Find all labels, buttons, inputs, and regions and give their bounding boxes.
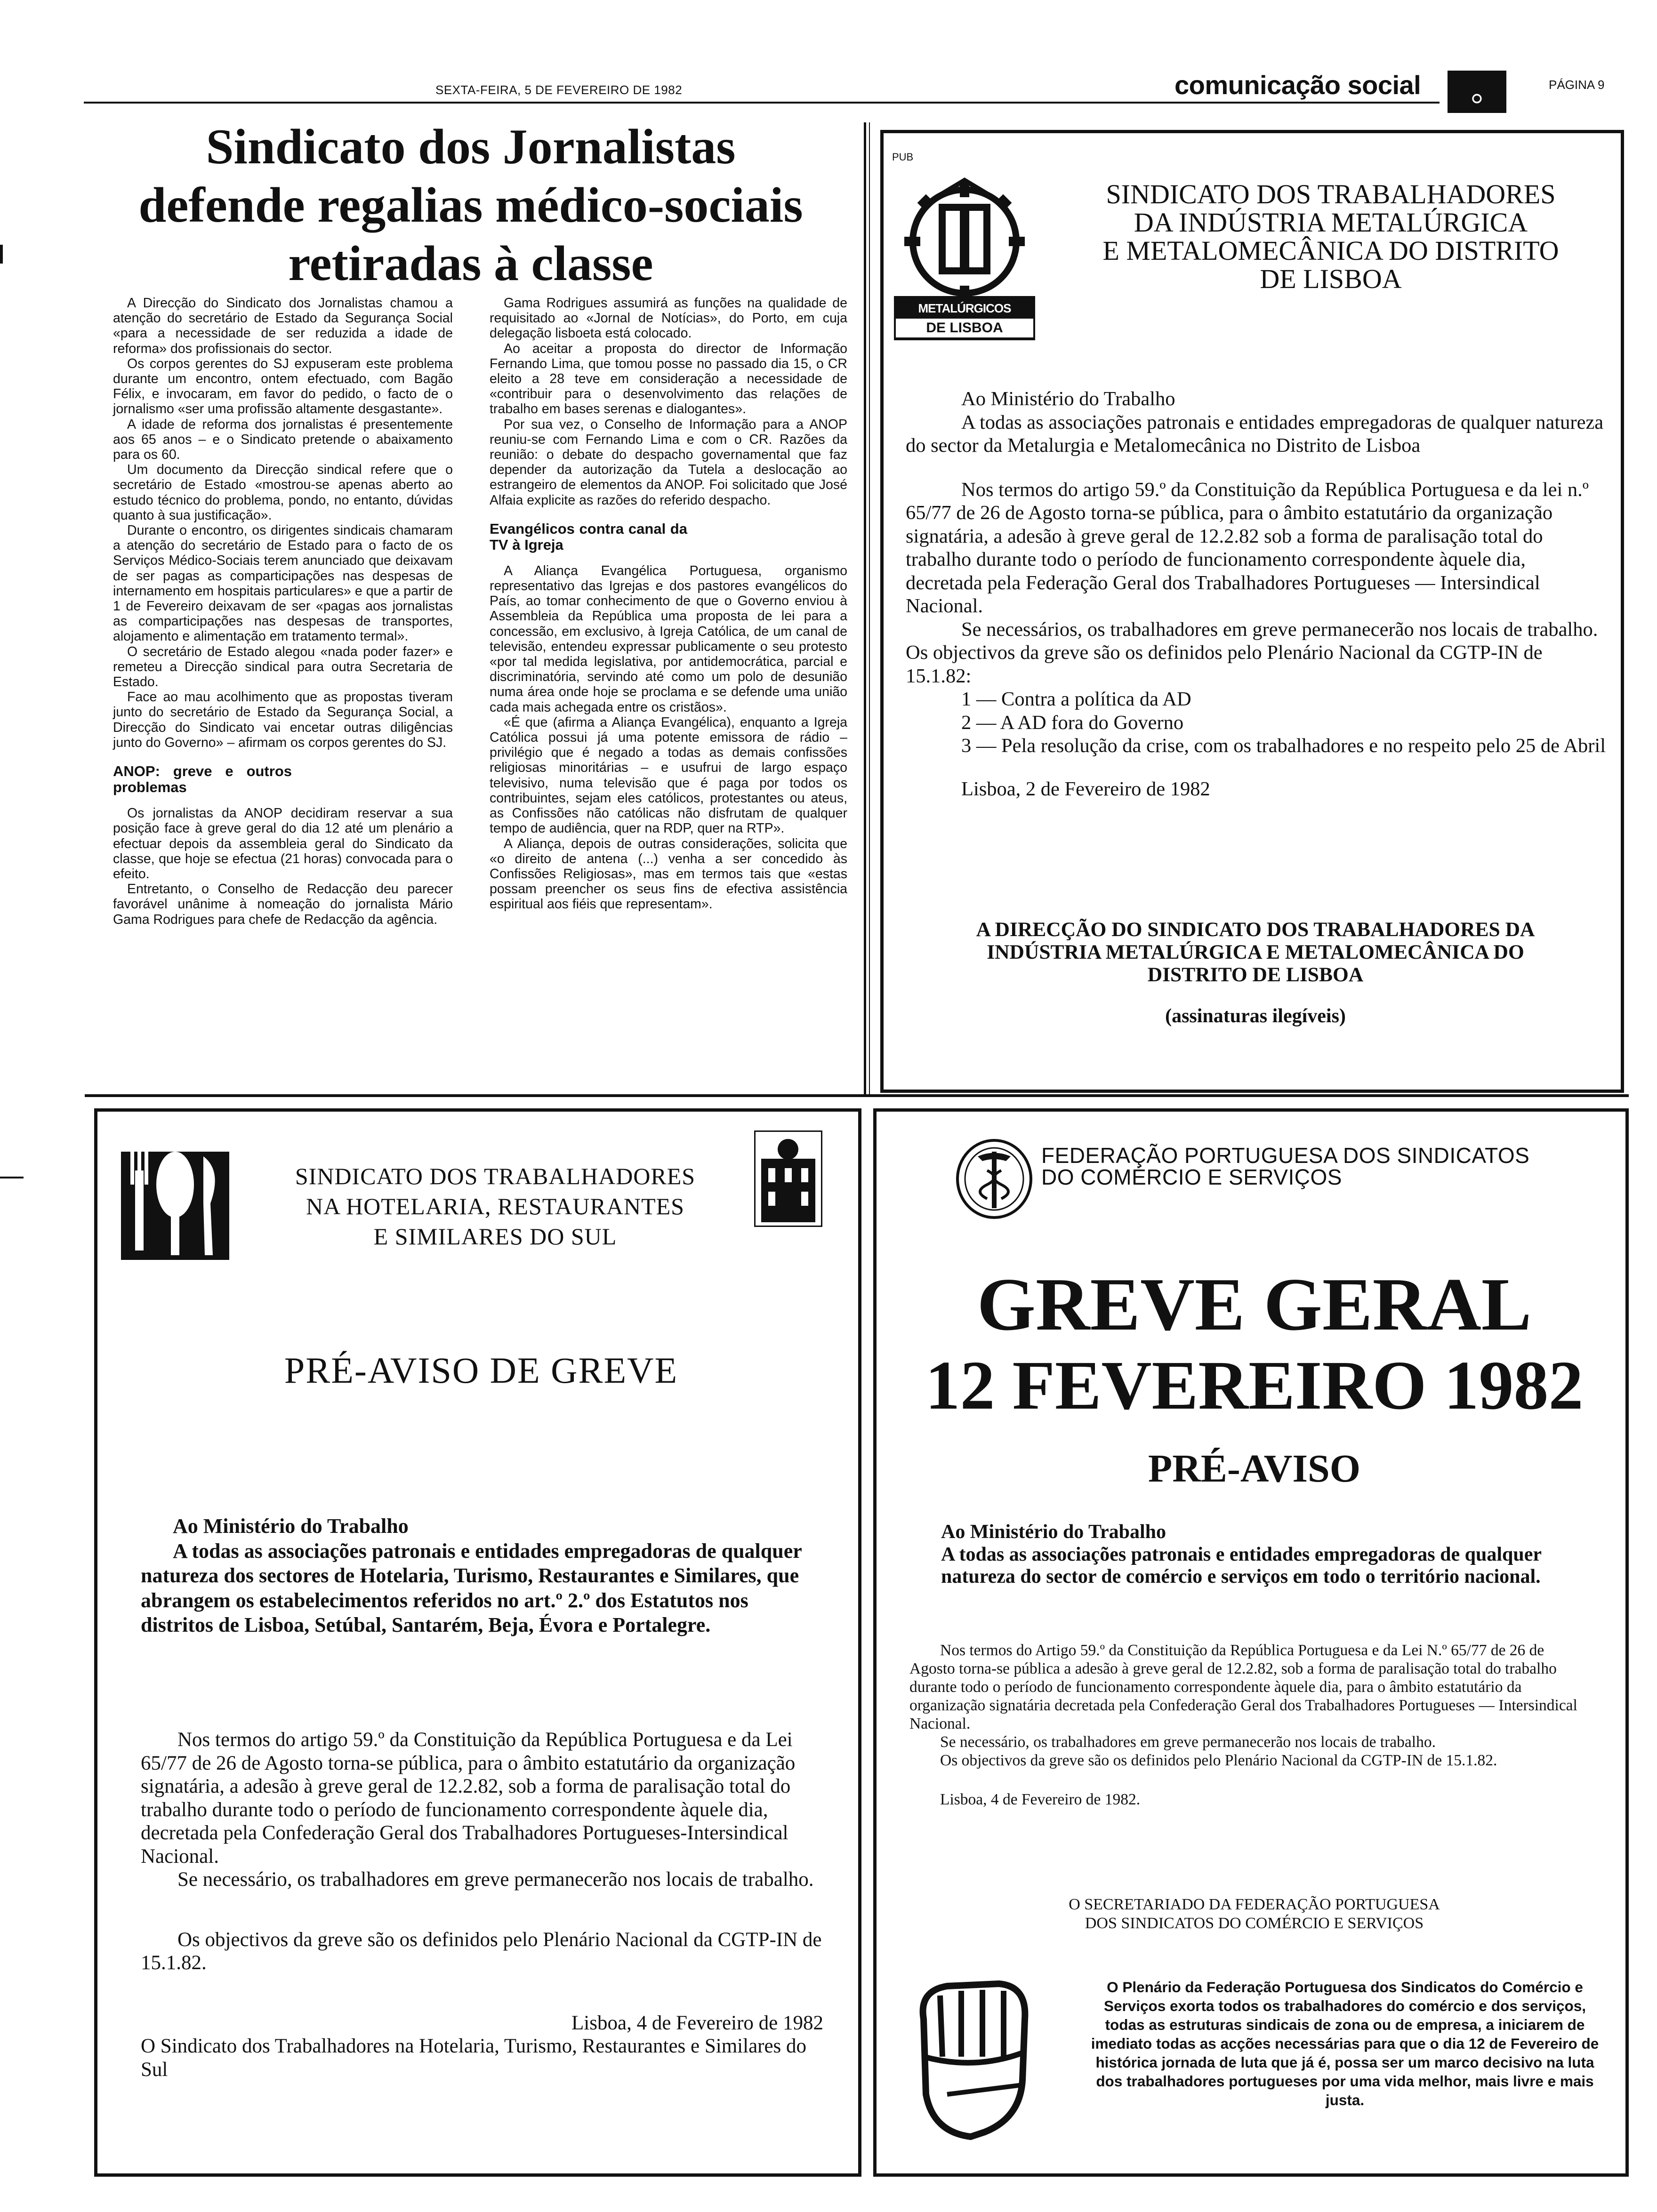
addressee-2: A todas as associações patronais e entidades empregadoras de qualquer natureza do sector da Metalurgia e Metalomecânica no Distrito de Lisboa (906, 411, 1604, 457)
ad-metal-paragraph-1: Nos termos do artigo 59.º da Constituição da República Portuguesa e da lei n.º 65/77 de 26 de Agosto torna-se pública, para o âmbito estatutário da organização signatária, a adesão à greve geral de 12.2.82 sob a forma de paralisação total do trabalho durante todo o período de funcionamento correspondente àquele dia, decretada pela Federação Geral dos Trabalhadores Portugueses — Intersindical Nacional. (906, 478, 1589, 617)
article-column-2 (490, 296, 847, 912)
article-title-line-3: retiradas à classe (288, 236, 653, 291)
objectives-item: 3 — Pela resolução da crise, com os trabalhadores e no respeito pelo 25 de Abril (961, 735, 1606, 757)
article-paragraph: Os jornalistas da ANOP decidiram reservar a sua posição face à greve geral do dia 12 até um plenário a efectuar depois da assembleia geral do Sindicato da classe, que hoje se efectua (21 horas) convocada para o efeito. (113, 806, 453, 882)
page-label: PÁGINA 9 (1549, 78, 1605, 92)
article-paragraph: Ao aceitar a proposta do director de Informação Fernando Lima, que tomou posse no passado dia 15, o CR eleito a 28 teve em consideração a necessidade de «contribuir para o desenvolvimento das relações de trabalho em bases serenas e dialogantes». (490, 341, 847, 417)
headline-greve-geral: GREVE GERAL (977, 1262, 1532, 1346)
margin-mark-2 (0, 245, 3, 264)
margin-mark (0, 1177, 24, 1178)
article-paragraph: Os corpos gerentes do SJ expuseram este problema durante um encontro, ontem efectuado, com Bagão Félix, e invocaram, em favor do pedido, o facto de o jornalismo «ser uma profissão altamente desgastante». (113, 356, 453, 417)
section-title: comunicação social (1174, 70, 1421, 100)
subheading-evangelicos: Evangélicos contra canal da TV à Igreja (490, 520, 687, 553)
ad-hotelaria (94, 1108, 861, 2177)
ad-metal-title-line: DA INDÚSTRIA METALÚRGICA (1134, 207, 1528, 238)
ad-hotel-paragraph-2: Se necessário, os trabalhadores em greve permanecerão nos locais de trabalho. (177, 1868, 814, 1891)
ad-comercio-paragraph-1: Nos termos do Artigo 59.º da Constituição da República Portuguesa e da Lei N.º 65/77 de 26 de Agosto torna-se pública a adesão à greve geral de 12.2.82, sob a forma de paralisação total do trabalho durante todo o período de funcionamento correspondente àquele dia, para o âmbito estatutário da organização signatária decretada pela Confederação Geral dos Trabalhadores Portugueses — Intersindical Nacional. (909, 1642, 1577, 1732)
signature-line: DISTRITO DE LISBOA (1147, 963, 1364, 986)
appeal-text: O Plenário da Federação Portuguesa dos Sindicatos do Comércio e Serviços exorta todos os trabalhadores do comércio e dos serviços, todas as estruturas sindicais de zona ou de empresa, a iniciarem de imediato todas as acções necessárias para que o dia 12 de Fevereiro de histórica jornada de luta que já é, possa ser um marco decisivo na luta dos trabalhadores portugueses por uma vida melhor, mais livre e mais justa. (1091, 1979, 1599, 2108)
hotelaria-logo (116, 1142, 234, 1265)
addressee: Ao Ministério do Trabalho (961, 388, 1175, 410)
ad-comercio-body (909, 1641, 1592, 1809)
ad-metal-title-line: DE LISBOA (1260, 264, 1402, 294)
raised-fist-icon (905, 1963, 1046, 2151)
column-divider-2 (869, 122, 870, 1097)
article-paragraph: «É que (afirma a Aliança Evangélica), enquanto a Igreja Católica possui já uma potente emissora de rádio – privilégio que é negado a todas as demais confissões religiosas minoritárias – e usufrui de largo espaço televisivo, numa televisão que é paga por todos os contribuintes, sejam eles católicos, protestantes ou ateus, as Confissões não católicas não disfrutam de qualquer tempo de audiência, quer na RDP, quer na RTP». (490, 714, 847, 836)
gear-factory-icon (894, 176, 1035, 298)
ad-metal-signature (902, 918, 1609, 1027)
headline-date: 12 FEVEREIRO 1982 (925, 1347, 1584, 1424)
logo-text-1: METALÚRGICOS (918, 301, 1011, 315)
ad-metalurgicos (880, 130, 1624, 1093)
ad-hotel-title (239, 1161, 752, 1251)
signature-line: A DIRECÇÃO DO SINDICATO DOS TRABALHADORES DA (976, 918, 1535, 941)
logo-band (894, 296, 1035, 340)
ad-hotel-date: Lisboa, 4 de Fevereiro de 1982 (571, 2012, 823, 2034)
signatures-illegible: (assinaturas ilegíveis) (1165, 1005, 1346, 1027)
addressee-2: A todas as associações patronais e entidades empregadoras de qualquer natureza do sector de comércio e serviços em todo o território nacional. (941, 1543, 1542, 1587)
signature-line: INDÚSTRIA METALÚRGICA E METALOMECÂNICA DO (987, 941, 1524, 963)
logo-text-2: DE LISBOA (896, 319, 1033, 337)
ad-comercio-heading: PRÉ-AVISO (1148, 1447, 1361, 1491)
article-title-line-1: Sindicato dos Jornalistas (206, 119, 736, 174)
ad-comercio-paragraph-3: Os objectivos da greve são os definidos pelo Plenário Nacional da CGTP-IN de 15.1.82. (940, 1752, 1497, 1769)
ad-hotel-title-line: NA HOTELARIA, RESTAURANTES (306, 1193, 684, 1219)
pub-label: PUB (892, 151, 914, 163)
article-paragraph: Por sua vez, o Conselho de Informação para a ANOP reuniu-se com Fernando Lima e com o CR. Razões da reunião: o debate do despacho governamental que faz depender da autorização da Tutela a deslocação ao estrangeiro de elementos da ANOP. Foi solicitado que José Alfaia explicite as razões do referido despacho. (490, 417, 847, 508)
ad-hotel-title-line: SINDICATO DOS TRABALHADORES (295, 1163, 696, 1189)
article-paragraph: A Aliança, depois de outras considerações, solicita que «o direito de antena (...) venha a ser concedido às Confissões Religiosas», mas em termos tais que «estas possam preencher os seus fins de efectiva assistência espiritual aos fiéis que representam». (490, 836, 847, 912)
building-icon (754, 1130, 822, 1227)
ad-metal-body (906, 387, 1607, 801)
org-line: DO COMÉRCIO E SERVIÇOS (1041, 1165, 1342, 1189)
ad-comercio-addressees (941, 1521, 1595, 1588)
fist-illustration (905, 1963, 1046, 2151)
cutlery-icon (116, 1142, 234, 1265)
hotelaria-emblem (754, 1130, 822, 1227)
article-paragraph: O secretário de Estado alegou «nada poder fazer» e remeteu a Direcção sindical para outra Secretaria de Estado. (113, 644, 453, 690)
ad-hotel-paragraph-1: Nos termos do artigo 59.º da Constituição da República Portuguesa e da Lei 65/77 de 26 de Agosto torna-se pública, para o âmbito estatutário da organização signatária, a adesão à greve geral de 12.2.82, sob a forma de paralisação total do trabalho durante todo o período de funcionamento correspondente àquele dia, decretada pela Confederação Geral dos Trabalhadores Portugueses-Intersindical Nacional. (141, 1729, 796, 1867)
section-divider (85, 1094, 1629, 1097)
ad-metal-date: Lisboa, 2 de Fevereiro de 1982 (961, 777, 1210, 800)
article-paragraph: A idade de reforma dos jornalistas é presentemente aos 65 anos – e o Sindicato pretende o abaixamento para os 60. (113, 417, 453, 463)
ad-comercio-paragraph-2: Se necessário, os trabalhadores em greve permanecerão nos locais de trabalho. (940, 1733, 1436, 1751)
article-paragraph: Entretanto, o Conselho de Redacção deu parecer favorável unânime à nomeação do jornalista Mário Gama Rodrigues para chefe de Redacção da agência. (113, 882, 453, 927)
ad-metal-paragraph-2: Se necessários, os trabalhadores em greve permanecerão nos locais de trabalho. Os objectivos da greve são os definidos pelo Plenário Nacional da CGTP-IN de 15.1.82: (906, 618, 1598, 687)
ad-comercio-signature (877, 1895, 1632, 1933)
ad-hotel-paragraph-3: Os objectivos da greve são os definidos pelo Plenário Nacional da CGTP-IN de 15.1.82. (141, 1928, 822, 1974)
comercio-logo (954, 1138, 1034, 1220)
objectives-item: 1 — Contra a política da AD (961, 688, 1191, 710)
ad-hotel-heading: PRÉ-AVISO DE GREVE (284, 1350, 678, 1391)
signature-line: O SECRETARIADO DA FEDERAÇÃO PORTUGUESA (1069, 1896, 1440, 1913)
article-column-1 (113, 296, 453, 927)
objectives-item: 2 — A AD fora do Governo (961, 711, 1184, 734)
ad-comercio-date: Lisboa, 4 de Fevereiro de 1982. (940, 1791, 1141, 1808)
article-paragraph: A Direcção do Sindicato dos Jornalistas chamou a atenção do secretário de Estado da Segurança Social «para a necessidade de ser reduzida a idade de reforma» dos profissionais do sector. (113, 296, 453, 356)
subheading-anop: ANOP: greve e outros problemas (113, 763, 292, 796)
article-paragraph: A Aliança Evangélica Portuguesa, organismo representativo das Igrejas e dos pastores evangélicos do País, ao tomar conhecimento de que o Governo enviou à Assembleia da República uma proposta de lei para a concessão, em exclusivo, à Igreja Católica, de um canal de televisão, entendeu expressar publicamente o seu protesto «por tal medida legislativa, por antidemocrática, parcial e discriminatória, servindo até como um polo de desunião numa área onde hoje se proclama e se defende uma união cada mais achegada entre os cristãos». (490, 563, 847, 715)
ad-comercio-org (1041, 1145, 1606, 1188)
addressee: Ao Ministério do Trabalho (941, 1521, 1166, 1543)
page-number-mark-icon: ߋ (1471, 85, 1483, 108)
signature-line: DOS SINDICATOS DO COMÉRCIO E SERVIÇOS (1085, 1915, 1424, 1932)
ad-hotel-body (141, 1728, 823, 2081)
ad-hotel-addressees (141, 1514, 823, 1638)
caduceus-icon (954, 1138, 1034, 1220)
header-rule (84, 102, 1440, 104)
page-number-tab (1448, 71, 1506, 113)
ad-comercio (873, 1108, 1629, 2177)
ad-hotel-signature: O Sindicato dos Trabalhadores na Hotelaria, Turismo, Restaurantes e Similares do Sul (141, 2035, 807, 2081)
ad-metal-title (1044, 180, 1618, 293)
article-paragraph: Face ao mau acolhimento que as propostas tiveram junto do secretário de Estado da Segurança Social, a Direcção do Sindicato vai encetar outras diligências junto do Governo» – afirmam os corpos gerentes do SJ. (113, 689, 453, 750)
article-title-line-2: defende regalias médico-sociais (138, 177, 803, 232)
header-date: SEXTA-FEIRA, 5 DE FEVEREIRO DE 1982 (435, 83, 683, 97)
metalurgicos-logo (894, 176, 1035, 340)
article-title (85, 118, 857, 293)
article-paragraph: Gama Rodrigues assumirá as funções na qualidade de requisitado ao «Jornal de Notícias», do Porto, em cuja delegação lisboeta está colocado. (490, 296, 847, 341)
column-divider (864, 122, 866, 1097)
addressee-2: A todas as associações patronais e entidades empregadoras de qualquer natureza dos sectores de Hotelaria, Turismo, Restaurantes e Similares, que abrangem os estabelecimentos referidos no art.º 2.º dos Estatutos nos distritos de Lisboa, Setúbal, Santarém, Beja, Évora e Portalegre. (141, 1539, 802, 1636)
ad-metal-title-line: SINDICATO DOS TRABALHADORES (1106, 179, 1556, 209)
addressee: Ao Ministério do Trabalho (173, 1515, 409, 1538)
article-paragraph: Um documento da Direcção sindical refere que o secretário de Estado «mostrou-se apenas aberto ao estudo técnico do problema, pondo, no entanto, dúvidas quanto à sua justificação». (113, 462, 453, 523)
ad-metal-title-line: E METALOMECÂNICA DO DISTRITO (1102, 235, 1559, 266)
org-line: FEDERAÇÃO PORTUGUESA DOS SINDICATOS (1041, 1143, 1530, 1168)
article-paragraph: Durante o encontro, os dirigentes sindicais chamaram a atenção do secretário de Estado para o facto de os Serviços Médico-Sociais terem anunciado que deixavam de ser pagas as comparticipações nas despesas de internamento em hospitais particulares» e que a partir de 1 de Fevereiro deixavam de ser «pagas aos jornalistas as comparticipações nas despesas de transportes, alojamento e alimentação em tratamento termal». (113, 523, 453, 644)
ad-hotel-title-line: E SIMILARES DO SUL (373, 1223, 617, 1250)
